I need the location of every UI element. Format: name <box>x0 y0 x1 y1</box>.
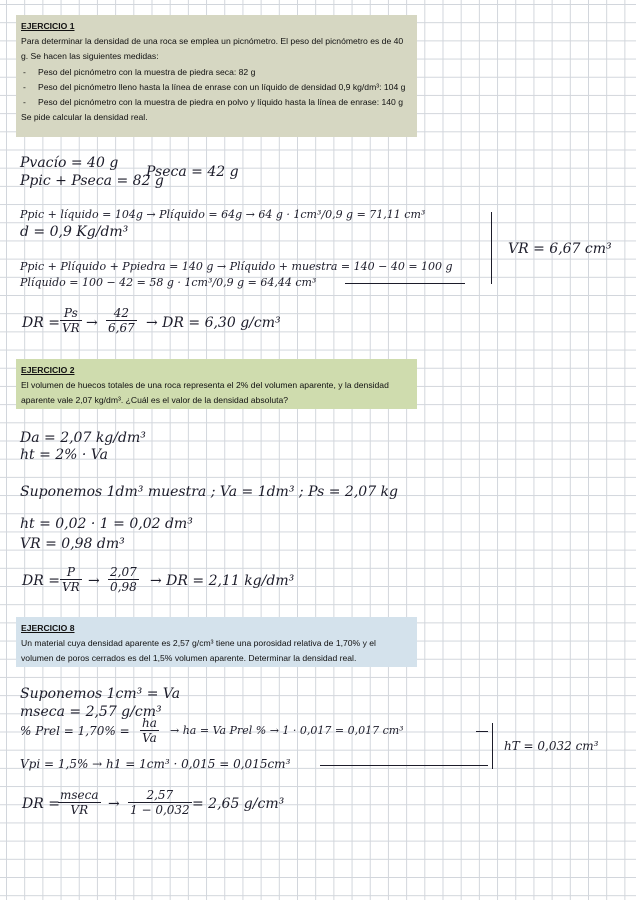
fraction <box>108 565 139 594</box>
list-item: - Peso del picnómetro con la muestra de piedra seca: 82 g <box>21 65 412 80</box>
handwritten-line: Ppic + líquido = 104g → Plíquido = 64g → 64 g · 1cm³/0,9 g = 71,11 cm³ <box>20 208 426 221</box>
numerator: ha <box>142 716 157 730</box>
numerator: mseca <box>60 788 99 802</box>
handwritten-line: d = 0,9 Kg/dm³ <box>20 224 129 240</box>
numerator: P <box>60 565 82 580</box>
denominator: 1 − 0,032 <box>130 803 190 817</box>
denominator: 6,67 <box>108 321 135 335</box>
handwritten-line: ht = 0,02 · 1 = 0,02 dm³ <box>20 516 193 532</box>
handwritten-line: DR = <box>22 573 60 589</box>
handwritten-line: Da = 2,07 kg/dm³ <box>20 430 146 446</box>
handwritten-line: Vpi = 1,5% → h1 = 1cm³ · 0,015 = 0,015cm³ <box>20 757 291 771</box>
handwritten-result: = 2,65 g/cm³ <box>192 796 285 812</box>
handwritten-line: ht = 2% · Va <box>20 447 109 463</box>
dashed-connector <box>345 283 465 284</box>
denominator: VR <box>62 321 80 335</box>
statement-line: Para determinar la densidad de una roca se emplea un picnómetro. El peso del picnómetro es de 40 <box>21 36 404 47</box>
measurement-list <box>21 65 412 111</box>
numerator: 2,57 <box>128 788 192 803</box>
dashed-connector <box>320 765 488 766</box>
handwritten-line: Suponemos 1cm³ = Va <box>20 686 181 702</box>
exercise-2-statement <box>16 359 417 409</box>
handwritten-result: → DR = 6,30 g/cm³ <box>146 315 281 331</box>
list-item: - Peso del picnómetro lleno hasta la línea de enrase con un líquido de densidad 0,9 kg/dm³: 104 g <box>21 80 412 95</box>
handwritten-line: DR = <box>22 796 60 812</box>
arrow: → <box>88 573 100 589</box>
handwritten-line: Suponemos 1dm³ muestra ; Va = 1dm³ ; Ps = 2,07 kg <box>20 484 398 500</box>
denominator: VR <box>70 803 89 817</box>
arrow: → <box>108 796 120 812</box>
denominator: 0,98 <box>110 580 137 594</box>
denominator: Va <box>142 731 157 745</box>
exercise-title: EJERCICIO 8 <box>21 623 75 633</box>
fraction <box>58 788 101 817</box>
statement-line: aparente vale 2,07 kg/dm³. ¿Cuál es el valor de la densidad absoluta? <box>21 395 289 406</box>
numerator: Ps <box>60 306 82 321</box>
arrow: → <box>86 315 98 331</box>
handwritten-line: Ppic + Plíquido + Ppiedra = 140 g → Plíquido + muestra = 140 − 40 = 100 g <box>20 260 453 273</box>
fraction <box>128 788 192 817</box>
handwritten-line: mseca = 2,57 g/cm³ <box>20 704 162 720</box>
handwritten-line: Plíquido = 100 − 42 = 58 g · 1cm³/0,9 g = 64,44 cm³ <box>20 276 317 289</box>
bracket <box>491 212 492 284</box>
statement-line: El volumen de huecos totales de una roca representa el 2% del volumen aparente, y la densidad <box>21 380 389 391</box>
numerator: 2,07 <box>110 565 137 579</box>
list-item: - Peso del picnómetro con la muestra de piedra en polvo y líquido hasta la línea de enrase: 140 g <box>21 95 412 110</box>
handwritten-result: hT = 0,032 cm³ <box>504 739 599 753</box>
statement-line: volumen de poros cerrados es del 1,5% volumen aparente. Determinar la densidad real. <box>21 653 357 664</box>
numerator: 42 <box>106 306 137 321</box>
handwritten-result: → DR = 2,11 kg/dm³ <box>150 573 295 589</box>
fraction <box>140 716 159 745</box>
handwritten-line: Pvacío = 40 g <box>20 155 119 171</box>
statement-line: Un material cuya densidad aparente es 2,57 g/cm³ tiene una porosidad relativa de 1,70% y el <box>21 638 376 649</box>
statement-line: g. Se hacen las siguientes medidas: <box>21 51 159 62</box>
fraction <box>60 306 82 335</box>
handwritten-line: Pseca = 42 g <box>146 164 239 180</box>
fraction <box>106 306 137 335</box>
handwritten-line: VR = 0,98 dm³ <box>20 536 125 552</box>
exercise-1-statement <box>16 15 417 137</box>
handwritten-line: DR = <box>22 315 60 331</box>
handwritten-result: VR = 6,67 cm³ <box>508 241 612 257</box>
handwritten-line: → ha = Va Prel % → 1 · 0,017 = 0,017 cm³ <box>170 724 404 737</box>
exercise-title: EJERCICIO 1 <box>21 21 75 31</box>
dashed-connector <box>476 731 488 732</box>
denominator: VR <box>62 580 80 594</box>
statement-question: Se pide calcular la densidad real. <box>21 112 148 123</box>
handwritten-line: % Prel = 1,70% = <box>20 724 130 738</box>
handwritten-line: Ppic + Pseca = 82 g <box>20 173 164 189</box>
exercise-title: EJERCICIO 2 <box>21 365 75 375</box>
exercise-8-statement <box>16 617 417 667</box>
bracket <box>492 723 493 769</box>
fraction <box>60 565 82 594</box>
